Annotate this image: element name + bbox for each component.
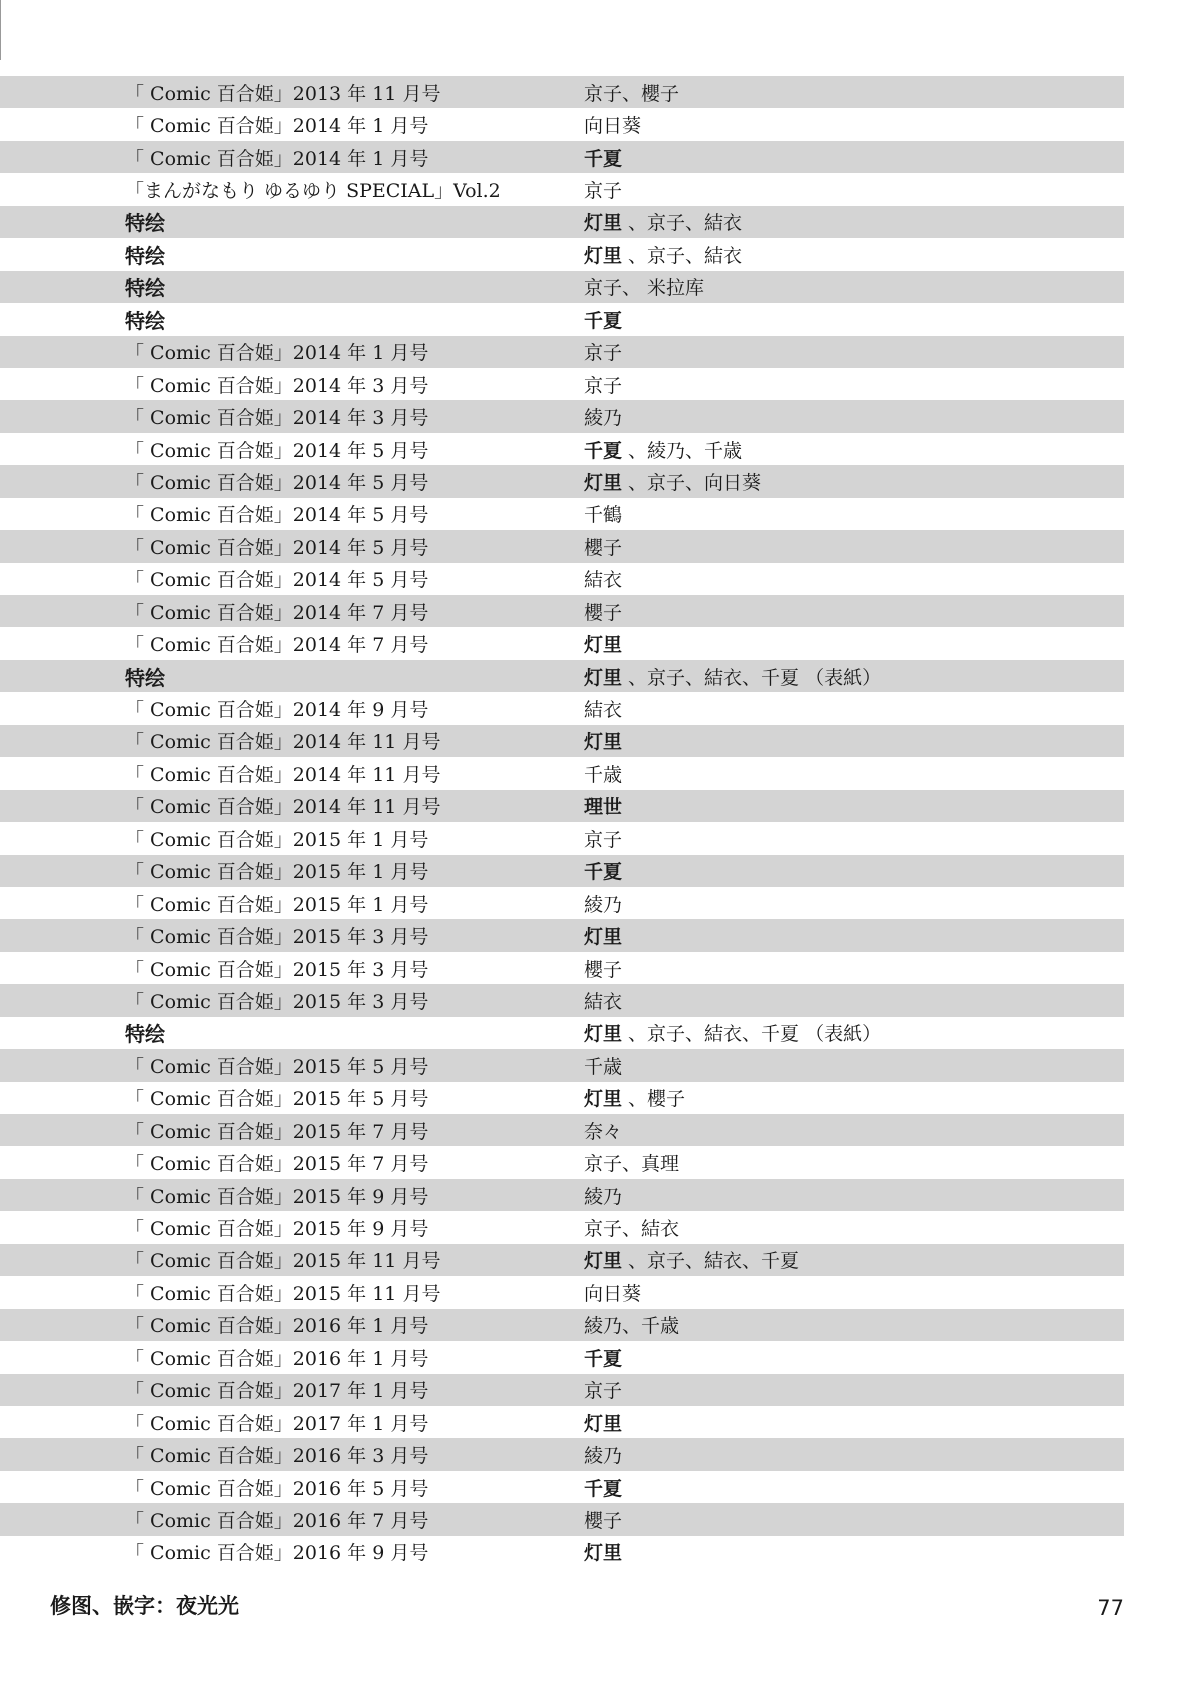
source-cell: 「 Comic 百合姫」2014 年 11 月号 [125,731,441,754]
characters-cell [584,1311,679,1338]
list-row [0,1244,1124,1276]
characters-cell [584,273,704,300]
source-cell: 「 Comic 百合姫」2015 年 5 月号 [125,1055,429,1078]
list-row [0,1049,1124,1081]
list-row [0,173,1124,205]
lead-character: 千夏 [584,309,623,332]
list-row [0,1146,1124,1178]
other-characters: 櫻子 [584,601,623,624]
other-characters: 京子、櫻子 [584,82,680,105]
source-cell: 「 Comic 百合姫」2016 年 9 月号 [125,1542,429,1565]
illustration-list [0,76,1124,1568]
characters-cell [584,79,679,106]
list-row [0,1374,1124,1406]
characters-cell [584,1409,622,1436]
other-characters: 、櫻子 [622,1088,686,1111]
source-cell: 「 Comic 百合姫」2015 年 9 月号 [125,1185,429,1208]
lead-character: 灯里 [584,471,623,494]
characters-cell [584,825,622,852]
list-row [0,855,1124,887]
page-number: 77 [1097,1596,1124,1620]
source-cell: 「 Comic 百合姫」2013 年 11 月号 [125,82,441,105]
source-cell: 「 Comic 百合姫」2015 年 3 月号 [125,990,429,1013]
characters-cell [584,500,622,527]
list-row [0,725,1124,757]
characters-cell [584,1019,881,1046]
list-row [0,206,1124,238]
lead-character: 灯里 [584,1412,623,1435]
list-row [0,76,1124,108]
list-row [0,1503,1124,1535]
other-characters: 、京子、結衣、千夏 [622,1250,800,1273]
characters-cell [584,111,641,138]
list-row [0,952,1124,984]
source-cell: 「 Comic 百合姫」2014 年 5 月号 [125,504,429,527]
list-row [0,238,1124,270]
list-row [0,790,1124,822]
characters-cell [584,1538,622,1565]
credit-line: 修图、嵌字：夜光光 [50,1594,239,1618]
list-row [0,1017,1124,1049]
list-row [0,822,1124,854]
source-cell: 「まんがなもり ゆるゆり SPECIAL」Vol.2 [125,180,501,203]
list-row [0,919,1124,951]
source-cell: 「 Comic 百合姫」2016 年 1 月号 [125,1347,429,1370]
list-row [0,1276,1124,1308]
source-cell: 「 Comic 百合姫」2015 年 7 月号 [125,1120,429,1143]
other-characters: 京子、 米拉库 [584,277,705,300]
list-row [0,465,1124,497]
source-cell: 「 Comic 百合姫」2014 年 11 月号 [125,763,441,786]
list-row [0,303,1124,335]
other-characters: 京子、結衣 [584,1218,680,1241]
characters-cell [584,987,622,1014]
source-cell: 「 Comic 百合姫」2015 年 3 月号 [125,958,429,981]
other-characters: 綾乃 [584,1445,623,1468]
characters-cell [584,176,622,203]
other-characters: 綾乃 [584,1185,623,1208]
other-characters: 京子 [584,1380,623,1403]
characters-cell [584,1376,622,1403]
characters-cell [584,727,622,754]
source-cell: 「 Comic 百合姫」2014 年 7 月号 [125,634,429,657]
characters-cell [584,598,622,625]
characters-cell [584,1506,622,1533]
other-characters: 綾乃 [584,893,623,916]
lead-character: 灯里 [584,1023,623,1046]
characters-cell [584,1344,622,1371]
other-characters: 綾乃、千歳 [584,1315,680,1338]
list-row [0,692,1124,724]
source-cell: 「 Comic 百合姫」2014 年 1 月号 [125,147,429,170]
lead-character: 理世 [584,796,623,819]
characters-cell [584,533,622,560]
characters-cell [584,955,622,982]
characters-cell [584,241,742,268]
lead-character: 千夏 [584,1477,623,1500]
characters-cell [584,1214,679,1241]
characters-cell [584,144,622,171]
list-row [0,108,1124,140]
characters-cell [584,760,622,787]
list-row [0,1406,1124,1438]
source-cell: 特绘 [125,211,165,236]
characters-cell [584,695,622,722]
other-characters: 、京子、結衣、千夏 （表紙） [622,666,882,689]
characters-cell [584,1246,799,1273]
lead-character: 灯里 [584,731,623,754]
characters-cell [584,1052,622,1079]
characters-cell [584,630,622,657]
source-cell: 「 Comic 百合姫」2014 年 5 月号 [125,536,429,559]
characters-cell [584,565,622,592]
characters-cell [584,436,742,463]
source-cell: 「 Comic 百合姫」2014 年 3 月号 [125,407,429,430]
list-row [0,1438,1124,1470]
source-cell: 「 Comic 百合姫」2015 年 9 月号 [125,1218,429,1241]
source-cell: 「 Comic 百合姫」2015 年 3 月号 [125,926,429,949]
list-row [0,271,1124,303]
other-characters: 千鶴 [584,504,623,527]
characters-cell [584,1441,622,1468]
other-characters: 京子 [584,828,623,851]
source-cell: 「 Comic 百合姫」2016 年 1 月号 [125,1315,429,1338]
characters-cell [584,208,742,235]
source-cell: 特绘 [125,665,165,690]
lead-character: 灯里 [584,212,623,235]
characters-cell [584,1279,641,1306]
characters-cell [584,792,622,819]
lead-character: 千夏 [584,1347,623,1370]
list-row [0,368,1124,400]
characters-cell [584,403,622,430]
list-row [0,1341,1124,1373]
characters-cell [584,890,622,917]
other-characters: 奈々 [584,1120,623,1143]
other-characters: 櫻子 [584,958,623,981]
list-row [0,1114,1124,1146]
source-cell: 「 Comic 百合姫」2014 年 5 月号 [125,569,429,592]
lead-character: 灯里 [584,244,623,267]
list-row [0,1309,1124,1341]
list-row [0,984,1124,1016]
list-row [0,1211,1124,1243]
source-cell: 「 Comic 百合姫」2015 年 1 月号 [125,893,429,916]
list-row [0,627,1124,659]
characters-cell [584,338,622,365]
other-characters: 櫻子 [584,1509,623,1532]
list-row [0,563,1124,595]
other-characters: 綾乃 [584,407,623,430]
characters-cell [584,371,622,398]
characters-cell [584,468,761,495]
other-characters: 、京子、結衣 [622,244,743,267]
source-cell: 「 Comic 百合姫」2015 年 1 月号 [125,828,429,851]
source-cell: 「 Comic 百合姫」2017 年 1 月号 [125,1412,429,1435]
source-cell: 特绘 [125,1022,165,1047]
other-characters: 京子、真理 [584,1153,680,1176]
characters-cell [584,1117,622,1144]
characters-cell [584,1149,679,1176]
characters-cell [584,1084,685,1111]
other-characters: 京子 [584,374,623,397]
list-row [0,336,1124,368]
source-cell: 「 Comic 百合姫」2014 年 11 月号 [125,796,441,819]
list-row [0,1471,1124,1503]
other-characters: 、綾乃、千歳 [622,439,743,462]
lead-character: 灯里 [584,1542,623,1565]
other-characters: 向日葵 [584,115,642,138]
source-cell: 「 Comic 百合姫」2016 年 7 月号 [125,1509,429,1532]
other-characters: 結衣 [584,699,623,722]
list-row [0,498,1124,530]
source-cell: 「 Comic 百合姫」2014 年 9 月号 [125,699,429,722]
page-edge [0,0,1,60]
characters-cell [584,922,622,949]
source-cell: 「 Comic 百合姫」2017 年 1 月号 [125,1380,429,1403]
source-cell: 「 Comic 百合姫」2015 年 5 月号 [125,1088,429,1111]
characters-cell [584,857,622,884]
other-characters: 京子 [584,342,623,365]
source-cell: 「 Comic 百合姫」2015 年 11 月号 [125,1250,441,1273]
other-characters: 、京子、結衣、千夏 （表紙） [622,1023,882,1046]
source-cell: 「 Comic 百合姫」2015 年 7 月号 [125,1153,429,1176]
other-characters: 結衣 [584,990,623,1013]
source-cell: 「 Comic 百合姫」2014 年 1 月号 [125,115,429,138]
lead-character: 灯里 [584,1088,623,1111]
lead-character: 灯里 [584,666,623,689]
lead-character: 灯里 [584,634,623,657]
source-cell: 「 Comic 百合姫」2016 年 3 月号 [125,1445,429,1468]
other-characters: 向日葵 [584,1282,642,1305]
list-row [0,433,1124,465]
characters-cell [584,1182,622,1209]
other-characters: 千歳 [584,1055,623,1078]
source-cell: 「 Comic 百合姫」2015 年 1 月号 [125,861,429,884]
list-row [0,660,1124,692]
characters-cell [584,1474,622,1501]
other-characters: 、京子、結衣 [622,212,743,235]
source-cell: 「 Comic 百合姫」2014 年 5 月号 [125,439,429,462]
other-characters: 千歳 [584,763,623,786]
characters-cell [584,663,881,690]
lead-character: 千夏 [584,439,623,462]
lead-character: 灯里 [584,1250,623,1273]
source-cell: 「 Comic 百合姫」2014 年 1 月号 [125,342,429,365]
list-row [0,141,1124,173]
list-row [0,887,1124,919]
lead-character: 灯里 [584,926,623,949]
list-row [0,400,1124,432]
other-characters: 櫻子 [584,536,623,559]
list-row [0,757,1124,789]
list-row [0,595,1124,627]
other-characters: 京子 [584,180,623,203]
characters-cell [584,306,622,333]
source-cell: 特绘 [125,243,165,268]
source-cell: 「 Comic 百合姫」2014 年 7 月号 [125,601,429,624]
list-row [0,530,1124,562]
source-cell: 特绘 [125,276,165,301]
list-row [0,1536,1124,1568]
lead-character: 千夏 [584,147,623,170]
source-cell: 特绘 [125,308,165,333]
other-characters: 結衣 [584,569,623,592]
source-cell: 「 Comic 百合姫」2014 年 3 月号 [125,374,429,397]
other-characters: 、京子、向日葵 [622,471,762,494]
lead-character: 千夏 [584,861,623,884]
source-cell: 「 Comic 百合姫」2015 年 11 月号 [125,1282,441,1305]
list-row [0,1082,1124,1114]
source-cell: 「 Comic 百合姫」2016 年 5 月号 [125,1477,429,1500]
source-cell: 「 Comic 百合姫」2014 年 5 月号 [125,471,429,494]
list-row [0,1179,1124,1211]
